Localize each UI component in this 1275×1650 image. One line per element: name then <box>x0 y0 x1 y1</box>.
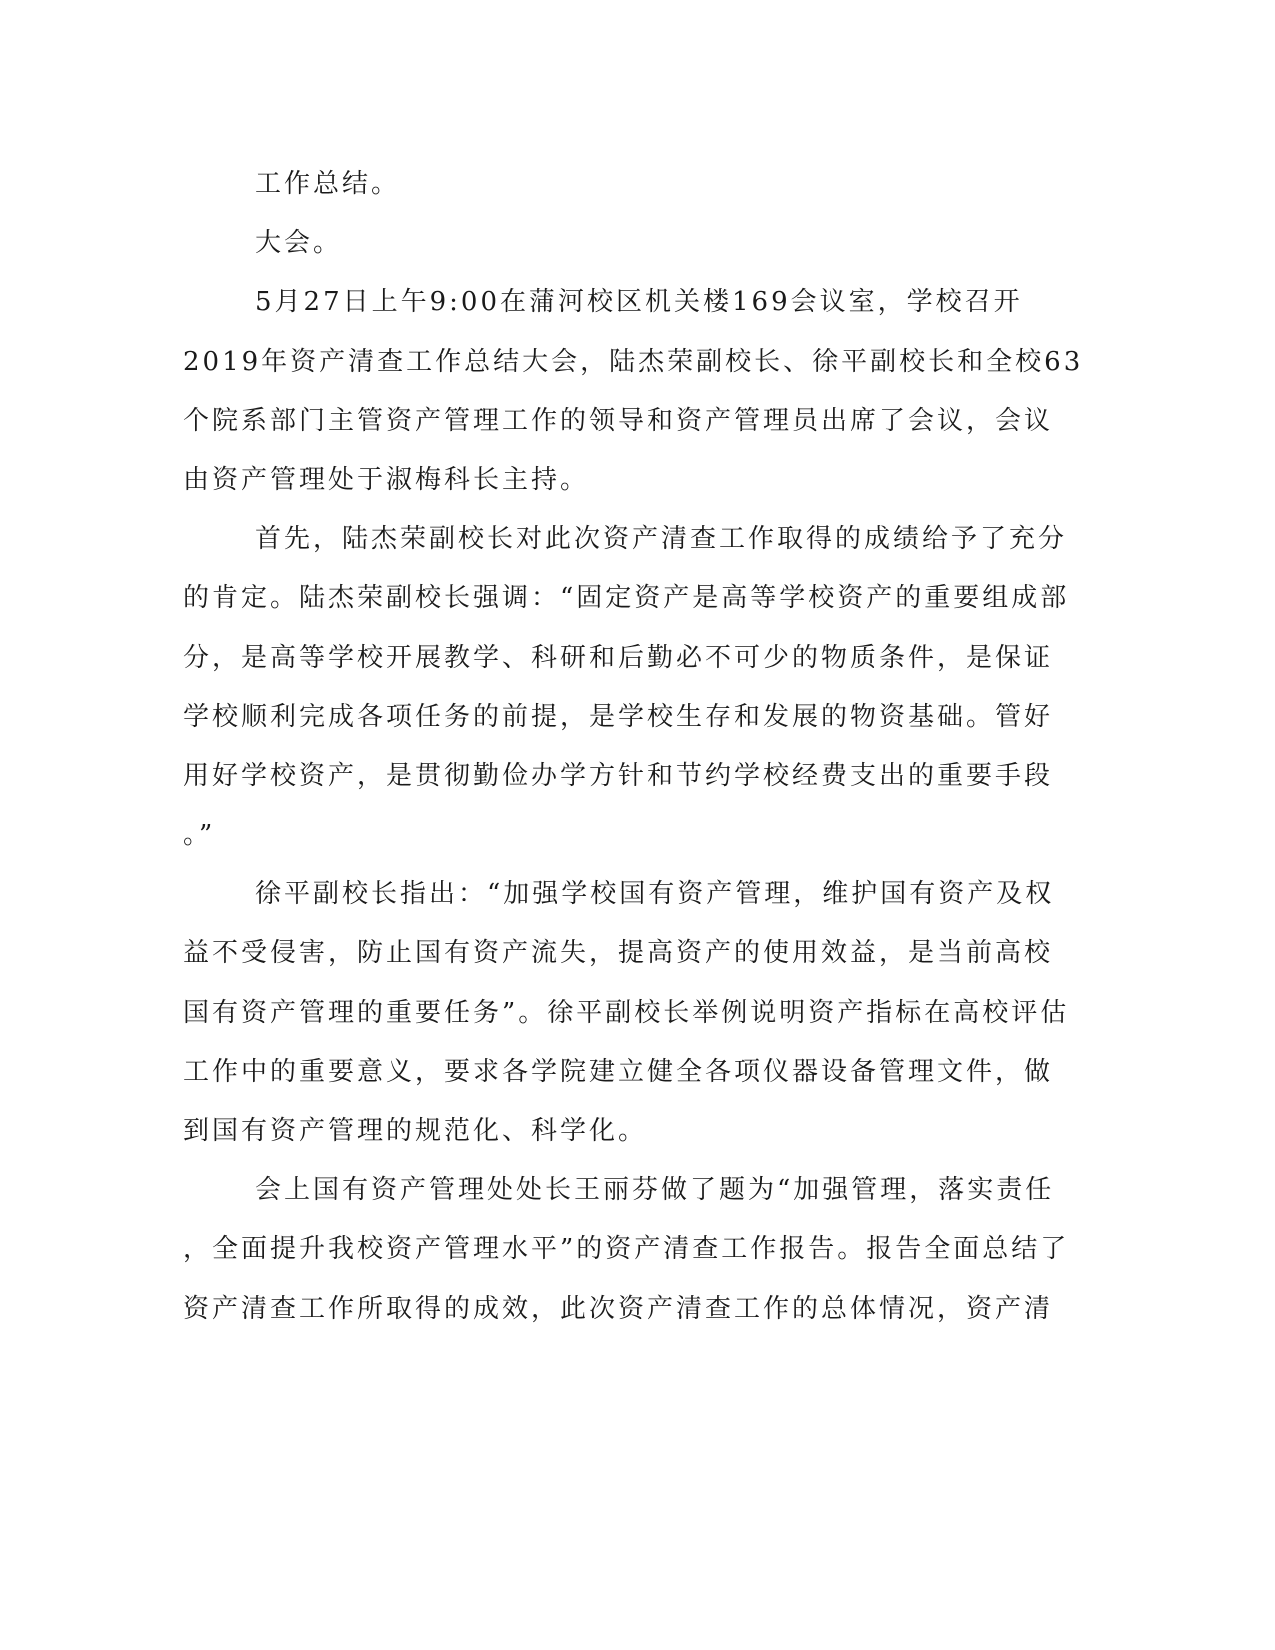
text-line: 5月27日上午9:00在蒲河校区机关楼169会议室，学校召开 <box>255 287 1023 318</box>
document-body <box>183 155 1084 1339</box>
text-line: 资产清查工作所取得的成效，此次资产清查工作的总体情况，资产清 <box>183 1293 1054 1324</box>
text-line: 国有资产管理的重要任务”。徐平副校长举例说明资产指标在高校评估 <box>183 997 1070 1028</box>
text-line: 。” <box>183 820 216 851</box>
text-line: 益不受侵害，防止国有资产流失，提高资产的使用效益，是当前高校 <box>183 938 1054 969</box>
text-line: 个院系部门主管资产管理工作的领导和资产管理员出席了会议，会议 <box>183 405 1054 436</box>
text-line: 会上国有资产管理处处长王丽芬做了题为“加强管理，落实责任 <box>255 1175 1055 1206</box>
text-line: 到国有资产管理的规范化、科学化。 <box>183 1116 648 1146</box>
text-line: 大会。 <box>255 228 343 259</box>
text-line: 由资产管理处于淑梅科长主持。 <box>183 464 590 495</box>
text-line: 徐平副校长指出：“加强学校国有资产管理，维护国有资产及权 <box>255 879 1055 910</box>
text-line: ，全面提升我校资产管理水平”的资产清查工作报告。报告全面总结了 <box>183 1234 1070 1265</box>
text-line: 学校顺利完成各项任务的前提，是学校生存和发展的物资基础。管好 <box>183 701 1054 732</box>
text-line: 分，是高等学校开展教学、科研和后勤必不可少的物质条件，是保证 <box>183 642 1054 673</box>
text-line: 工作中的重要意义，要求各学院建立健全各项仪器设备管理文件，做 <box>183 1056 1054 1087</box>
text-line: 的肯定。陆杰荣副校长强调：“固定资产是高等学校资产的重要组成部 <box>183 583 1070 614</box>
text-line: 2019年资产清查工作总结大会，陆杰荣副校长、徐平副校长和全校63 <box>183 346 1084 377</box>
text-line: 首先，陆杰荣副校长对此次资产清查工作取得的成绩给予了充分 <box>255 524 1068 555</box>
text-line: 用好学校资产，是贯彻勤俭办学方针和节约学校经费支出的重要手段 <box>183 760 1054 791</box>
text-line: 工作总结。 <box>255 169 401 199</box>
